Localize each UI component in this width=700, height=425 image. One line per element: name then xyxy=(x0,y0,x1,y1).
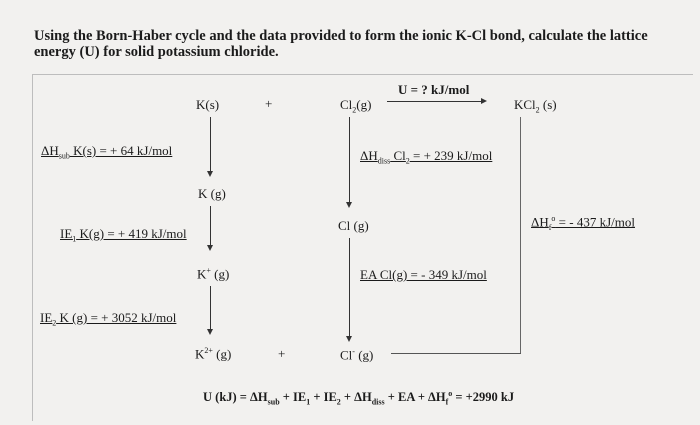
step-dissociation: $\Delta H_{diss}$ $Cl_2$ = + 239 kJ/mol xyxy=(360,148,493,166)
question-text xyxy=(34,28,686,60)
arrow-k-sublimation xyxy=(210,117,211,172)
arrow-k-ie1 xyxy=(210,206,211,246)
step-ie2: $IE_2$ K (g) = + 3052 kJ/mol xyxy=(40,310,177,328)
formation-path-bottom-line xyxy=(391,353,521,354)
lattice-energy-arrow xyxy=(387,101,482,102)
species-kcl-solid: KCl$_2$ (s) xyxy=(514,97,557,115)
arrow-cl2-dissociation xyxy=(349,117,350,203)
species-cl-gas: Cl (g) xyxy=(338,218,369,233)
arrow-k-ie2 xyxy=(210,286,211,330)
question-part-2: for solid potassium chloride. xyxy=(99,44,279,60)
step-formation-enthalpy: $\Delta H_f^o$ = - 437 kJ/mol xyxy=(531,214,635,232)
lattice-energy-label: U = ? kJ/mol xyxy=(398,82,470,97)
species-k-plus: K+ (g) xyxy=(197,266,230,282)
diagram-border xyxy=(32,74,693,421)
plus-sign-top: + xyxy=(265,96,273,111)
question-part-1: Using the Born-Haber cycle and the data provided to form the ionic K-Cl bond, calculate the xyxy=(34,28,610,44)
species-k-gas: K (g) xyxy=(198,186,226,201)
species-cl-minus: Cl- (g) xyxy=(340,347,374,363)
step-ie1: $IE_1$ K(g) = + 419 kJ/mol xyxy=(60,226,187,244)
lattice-energy-equation: U $(kJ) = \Delta H_{sub} + IE_1 + IE_2 + \Delta H_{diss}$ + EA + $\Delta H_f^o = +2990$ kJ xyxy=(203,389,515,407)
species-k-solid: K(s) xyxy=(196,97,220,112)
step-sublimation: $\Delta H_{sub}$ K(s) = + 64 kJ/mol xyxy=(41,143,173,161)
species-cl2-gas: $Cl_2(g)$ xyxy=(340,97,372,115)
arrow-cl-electron-affinity xyxy=(349,238,350,337)
step-electron-affinity: EA Cl(g) = - 349 kJ/mol xyxy=(360,267,487,282)
question-bold-term: lattice energy (U) xyxy=(34,28,648,60)
plus-sign-bottom: + xyxy=(278,346,286,361)
formation-path-line xyxy=(520,117,521,353)
species-k-2plus: $K^{2+}$ (g) xyxy=(195,346,232,362)
